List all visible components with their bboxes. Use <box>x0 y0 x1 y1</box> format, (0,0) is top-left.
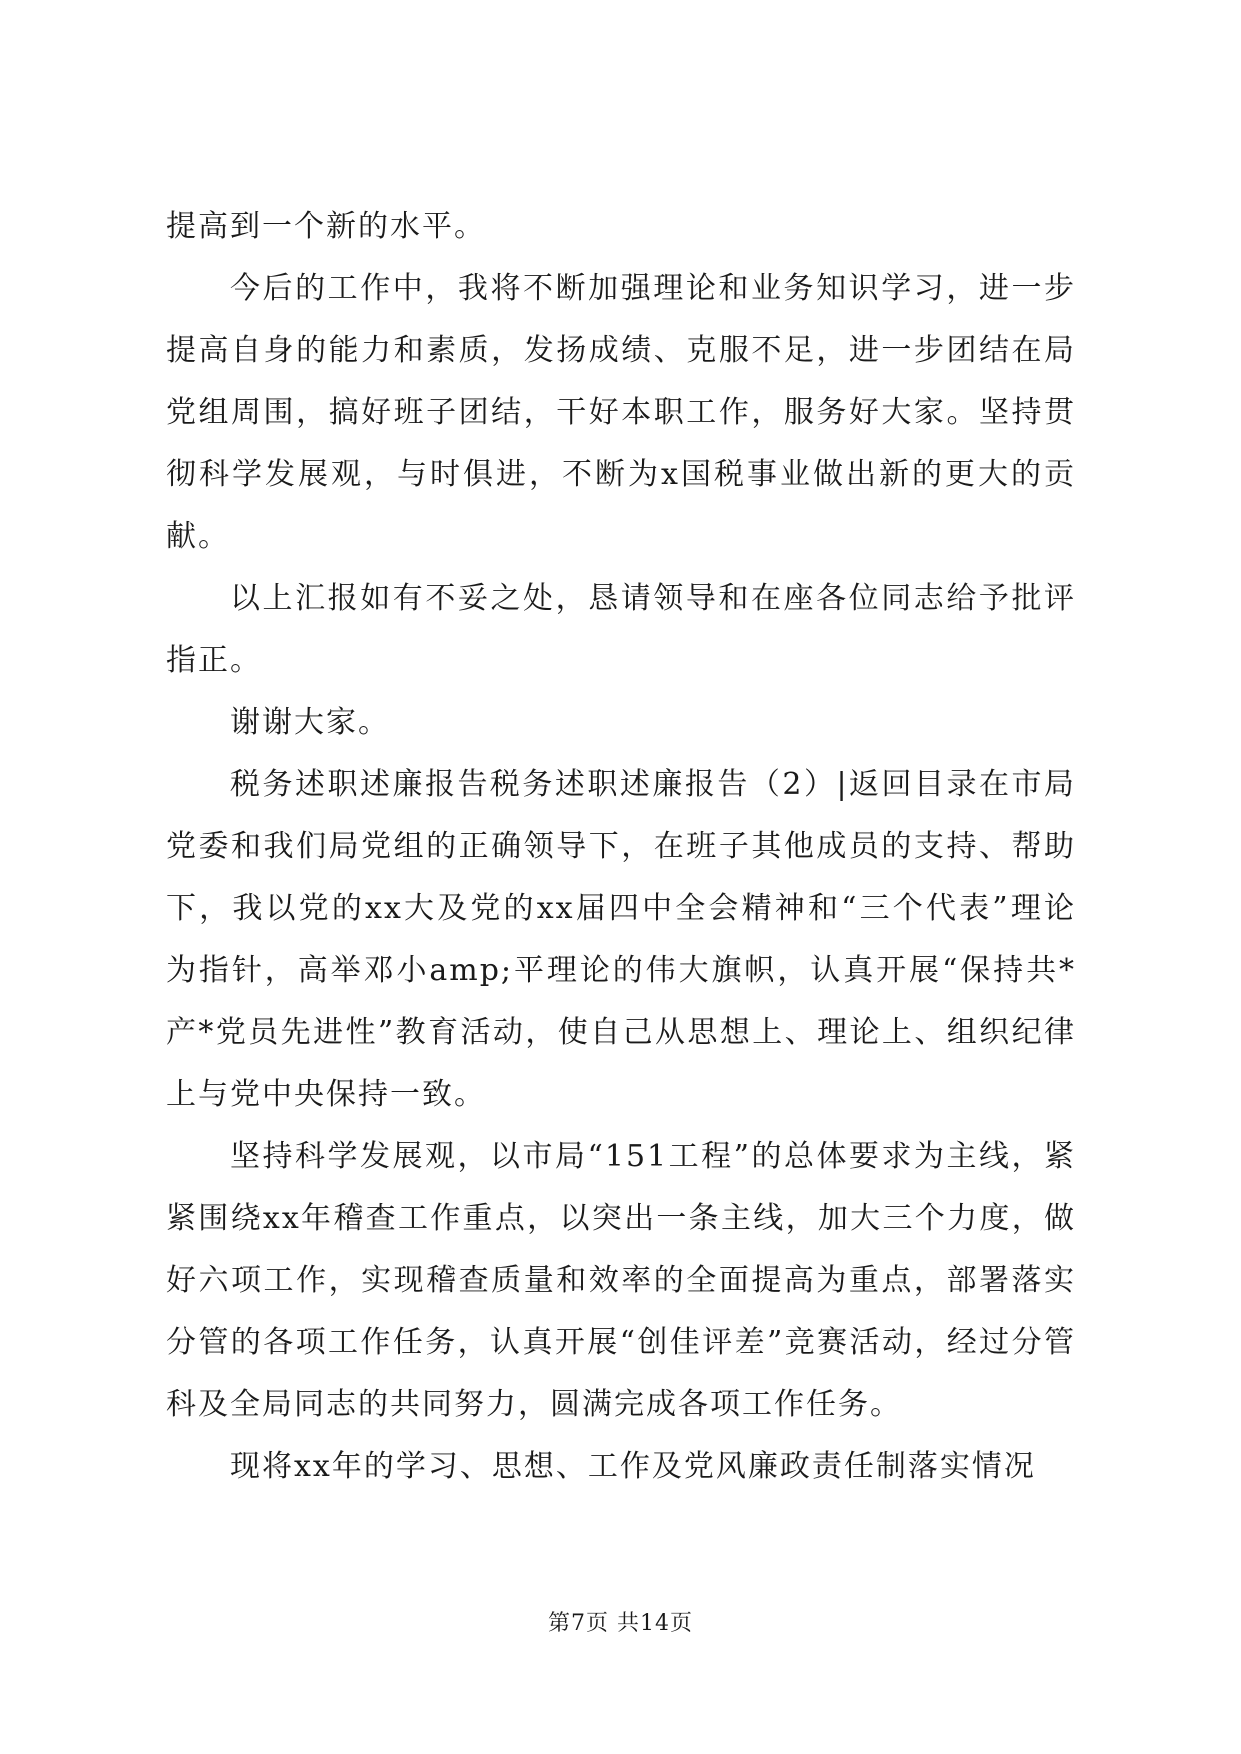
paragraph-continuation: 提高到一个新的水平。 <box>166 209 486 244</box>
paragraph-thanks: 谢谢大家。 <box>230 705 390 740</box>
paragraph-report-two-intro: 税务述职述廉报告税务述职述廉报告（2）|返回目录在市局党委和我们局党组的正确领导下，在班子其他成员的支持、帮助下，我以党的xx大及党的xx届四中全会精神和“三个代表”理论为指针，高举邓小amp;平理论的伟大旗帜，认真开展“保持共*产*党员先进性”教育活动，使自己从思想上、理论上、组织纪律上与党中央保持一致。 <box>166 767 1076 1112</box>
paragraph-future-work: 今后的工作中，我将不断加强理论和业务知识学习，进一步提高自身的能力和素质，发扬成绩、克服不足，进一步团结在局党组周围，搞好班子团结，干好本职工作，服务好大家。坚持贯彻科学发展观，与时俱进，不断为x国税事业做出新的更大的贡献。 <box>166 271 1076 554</box>
paragraph-scientific-development: 坚持科学发展观，以市局“151工程”的总体要求为主线，紧紧围绕xx年稽查工作重点，以突出一条主线，加大三个力度，做好六项工作，实现稽查质量和效率的全面提高为重点，部署落实分管的各项工作任务，认真开展“创佳评差”竞赛活动，经过分管科及全局同志的共同努力，圆满完成各项工作任务。 <box>166 1139 1076 1422</box>
document-body <box>166 196 1076 1498</box>
paragraph-closing-request: 以上汇报如有不妥之处，恳请领导和在座各位同志给予批评指正。 <box>166 581 1076 678</box>
page-number-footer: 第7页 共14页 <box>548 1611 693 1636</box>
paragraph-report-summary: 现将xx年的学习、思想、工作及党风廉政责任制落实情况 <box>230 1449 1036 1484</box>
